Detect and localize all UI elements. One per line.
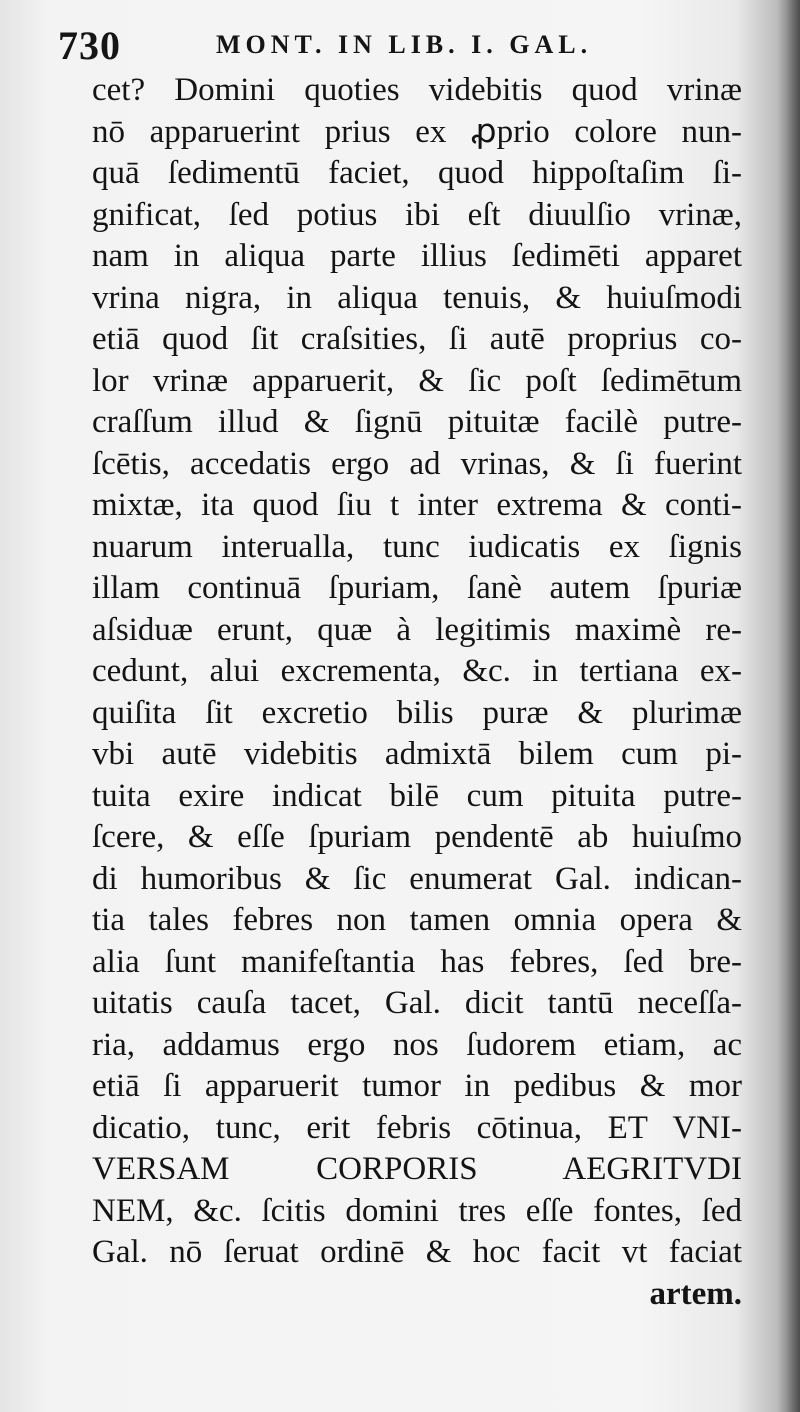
running-title: MONT. IN LIB. I. GAL. xyxy=(216,30,593,59)
text-line: nō apparuerint prius ex ꝓprio colore nun- xyxy=(92,113,742,150)
text-line: uitatis cauſa tacet, Gal. dicit tantū neceſſa- xyxy=(92,985,742,1021)
text-line: aſsiduæ erunt, quæ à legitimis maximè re- xyxy=(92,611,742,648)
text-line: vrina nigra, in aliqua tenuis, & huiuſmodi xyxy=(92,279,742,316)
text-line: quā ſedimentū faciet, quod hippoſtaſim ſi- xyxy=(92,155,742,191)
text-line: craſſum illud & ſignū pituitæ facilè putre- xyxy=(92,404,742,440)
page-number: 730 xyxy=(58,23,121,68)
text-line: tia tales febres non tamen omnia opera & xyxy=(92,902,742,938)
body-text xyxy=(92,70,742,1315)
text-line: NEM, &c. ſcitis domini tres eſſe fontes, ſed xyxy=(92,1192,742,1229)
text-line: lor vrinæ apparuerit, & ſic poſt ſedimētum xyxy=(92,362,742,399)
catchword: artem. xyxy=(649,1275,742,1312)
text-line: nam in aliqua parte illius ſedimēti apparet xyxy=(92,238,742,274)
text-line: tuita exire indicat bilē cum pituita putre- xyxy=(92,777,742,814)
text-line: Gal. nō ſeruat ordinē & hoc facit vt faciat xyxy=(92,1234,742,1270)
text-line: gnificat, ſed potius ibi eſt diuulſio vrinæ, xyxy=(92,196,742,233)
show-through-bleed xyxy=(70,1290,360,1330)
text-line: di humoribus & ſic enumerat Gal. indican- xyxy=(92,860,742,897)
running-head xyxy=(58,22,748,68)
text-line: etiā ſi apparuerit tumor in pedibus & mor xyxy=(92,1068,742,1104)
text-line: dicatio, tunc, erit febris cōtinua, ET VNI- xyxy=(92,1109,742,1146)
text-line: ſcētis, accedatis ergo ad vrinas, & ſi fuerint xyxy=(92,445,742,482)
text-line: mixtæ, ita quod ſiu t inter extrema & conti- xyxy=(92,487,742,523)
text-line: vbi autē videbitis admixtā bilem cum pi- xyxy=(92,736,742,772)
text-line: ria, addamus ergo nos ſudorem etiam, ac xyxy=(92,1026,742,1063)
text-line: VERSAM CORPORIS AEGRITVDI xyxy=(92,1151,742,1187)
text-line: nuarum interualla, tunc iudicatis ex ſignis xyxy=(92,528,742,565)
text-line: alia ſunt manifeſtantia has febres, ſed bre- xyxy=(92,943,742,980)
page-gutter-shadow xyxy=(778,0,800,1412)
text-line: cedunt, alui excrementa, &c. in tertiana ex- xyxy=(92,653,742,689)
text-line: cet? Domini quoties videbitis quod vrinæ xyxy=(92,72,742,108)
text-line: quiſita ſit excretio bilis puræ & plurimæ xyxy=(92,694,742,731)
text-line: etiā quod ſit craſsities, ſi autē proprius co- xyxy=(92,321,742,357)
text-line: ſcere, & eſſe ſpuriam pendentē ab huiuſmo xyxy=(92,819,742,855)
text-line: illam continuā ſpuriam, ſanè autem ſpuriæ xyxy=(92,570,742,606)
